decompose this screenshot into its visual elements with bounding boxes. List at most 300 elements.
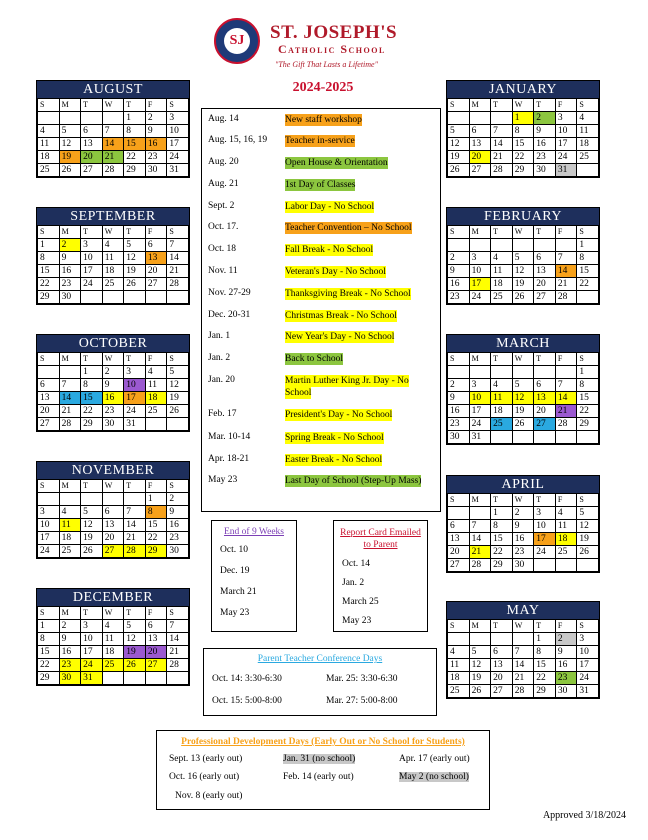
- day-cell: 5: [124, 239, 146, 252]
- day-of-week: T: [491, 620, 513, 633]
- empty-cell: [491, 633, 513, 646]
- day-cell: 23: [167, 532, 189, 545]
- empty-cell: [534, 559, 556, 572]
- day-cell: 29: [81, 418, 103, 431]
- day-cell: 28: [512, 685, 534, 698]
- day-cell: 7: [102, 125, 124, 138]
- event-name: New Year's Day - No School: [285, 332, 395, 342]
- day-cell: 21: [167, 646, 189, 659]
- day-of-week: F: [555, 99, 577, 112]
- day-cell: 19: [577, 533, 599, 546]
- day-cell: 25: [59, 545, 81, 558]
- empty-cell: [555, 239, 577, 252]
- eo9w-date: May 23: [220, 608, 250, 618]
- eo9w-date: Dec. 19: [220, 566, 250, 576]
- day-cell: 12: [512, 392, 534, 405]
- day-cell: 21: [491, 151, 513, 164]
- month-november: [36, 461, 190, 559]
- day-cell: 2: [59, 620, 81, 633]
- empty-cell: [577, 431, 599, 444]
- day-cell: 25: [38, 164, 60, 177]
- pd-day-item: Feb. 14 (early out): [283, 772, 354, 782]
- day-cell: 16: [448, 278, 470, 291]
- day-cell: 15: [124, 138, 146, 151]
- empty-cell: [59, 493, 81, 506]
- empty-cell: [491, 366, 513, 379]
- day-of-week: F: [555, 620, 577, 633]
- day-cell: 30: [167, 545, 189, 558]
- day-cell: 21: [555, 278, 577, 291]
- day-cell: 25: [448, 685, 470, 698]
- day-cell: 22: [577, 405, 599, 418]
- day-of-week: T: [81, 226, 103, 239]
- day-cell: 23: [555, 672, 577, 685]
- day-cell: 29: [577, 418, 599, 431]
- day-cell: 21: [59, 405, 81, 418]
- empty-cell: [124, 672, 146, 685]
- day-cell: 13: [145, 633, 167, 646]
- day-of-week: T: [81, 353, 103, 366]
- day-cell: 1: [124, 112, 146, 125]
- empty-cell: [145, 418, 167, 431]
- day-cell: 20: [534, 405, 556, 418]
- day-cell: 3: [469, 252, 491, 265]
- empty-cell: [81, 493, 103, 506]
- event-date: Dec. 20-31: [208, 310, 251, 320]
- day-cell: 11: [577, 125, 599, 138]
- day-of-week: T: [81, 480, 103, 493]
- event-date: May 23: [208, 475, 238, 485]
- day-cell: 30: [145, 164, 167, 177]
- day-cell: 13: [102, 519, 124, 532]
- day-cell: 29: [512, 164, 534, 177]
- day-cell: 21: [555, 405, 577, 418]
- day-cell: 16: [555, 659, 577, 672]
- day-of-week: S: [448, 99, 470, 112]
- day-cell: 25: [102, 278, 124, 291]
- day-cell: 27: [534, 418, 556, 431]
- day-cell: 31: [469, 431, 491, 444]
- day-cell: 16: [448, 405, 470, 418]
- day-cell: 17: [469, 405, 491, 418]
- day-cell: 12: [448, 138, 470, 151]
- day-cell: 16: [145, 138, 167, 151]
- event-name: Christmas Break - No School: [285, 311, 397, 321]
- day-cell: 8: [145, 506, 167, 519]
- day-cell: 31: [555, 164, 577, 177]
- day-cell: 11: [59, 519, 81, 532]
- empty-cell: [81, 112, 103, 125]
- day-cell: 1: [512, 112, 534, 125]
- day-cell: 28: [59, 418, 81, 431]
- day-of-week: S: [577, 226, 599, 239]
- event-name: President's Day - No School: [285, 410, 393, 420]
- empty-cell: [469, 112, 491, 125]
- event-date: Aug. 21: [208, 179, 239, 189]
- day-of-week: T: [491, 226, 513, 239]
- day-cell: 5: [512, 252, 534, 265]
- day-cell: 27: [145, 278, 167, 291]
- day-cell: 21: [124, 532, 146, 545]
- day-cell: 18: [145, 392, 167, 405]
- day-cell: 9: [448, 392, 470, 405]
- day-cell: 17: [124, 392, 146, 405]
- day-cell: 10: [534, 520, 556, 533]
- day-cell: 31: [81, 672, 103, 685]
- day-cell: 15: [534, 659, 556, 672]
- empty-cell: [534, 366, 556, 379]
- day-of-week: T: [491, 99, 513, 112]
- day-cell: 6: [534, 379, 556, 392]
- day-of-week: F: [145, 353, 167, 366]
- day-cell: 1: [491, 507, 513, 520]
- month-name: AUGUST: [37, 81, 189, 98]
- day-cell: 9: [555, 646, 577, 659]
- day-of-week: F: [555, 226, 577, 239]
- empty-cell: [534, 239, 556, 252]
- day-cell: 9: [448, 265, 470, 278]
- day-cell: 3: [81, 620, 103, 633]
- day-of-week: T: [124, 607, 146, 620]
- day-cell: 6: [534, 252, 556, 265]
- day-cell: 26: [81, 545, 103, 558]
- empty-cell: [491, 431, 513, 444]
- day-cell: 2: [167, 493, 189, 506]
- day-cell: 30: [59, 672, 81, 685]
- day-cell: 2: [512, 507, 534, 520]
- pd-day-item: Jan. 31 (no school): [283, 754, 356, 764]
- day-of-week: T: [534, 494, 556, 507]
- conference-title: Parent Teacher Conference Days: [257, 654, 383, 664]
- day-cell: 3: [38, 506, 60, 519]
- day-cell: 7: [167, 620, 189, 633]
- day-cell: 11: [102, 252, 124, 265]
- day-cell: 3: [167, 112, 189, 125]
- day-of-week: W: [512, 99, 534, 112]
- empty-cell: [555, 366, 577, 379]
- report-card-date: May 23: [342, 616, 372, 626]
- approved-note: Approved 3/18/2024: [542, 810, 626, 821]
- day-cell: 23: [59, 659, 81, 672]
- day-cell: 4: [555, 507, 577, 520]
- day-cell: 30: [534, 164, 556, 177]
- day-cell: 3: [555, 112, 577, 125]
- conference-item: Oct. 15: 5:00-8:00: [212, 696, 282, 706]
- day-cell: 5: [512, 379, 534, 392]
- day-cell: 13: [469, 138, 491, 151]
- day-of-week: S: [448, 620, 470, 633]
- day-cell: 19: [512, 405, 534, 418]
- day-cell: 22: [81, 405, 103, 418]
- empty-cell: [534, 431, 556, 444]
- day-cell: 15: [38, 646, 60, 659]
- day-cell: 23: [102, 405, 124, 418]
- day-cell: 28: [555, 291, 577, 304]
- day-of-week: S: [577, 494, 599, 507]
- day-cell: 9: [102, 379, 124, 392]
- day-cell: 9: [59, 633, 81, 646]
- day-of-week: F: [145, 99, 167, 112]
- day-cell: 21: [512, 672, 534, 685]
- day-cell: 11: [555, 520, 577, 533]
- empty-cell: [448, 507, 470, 520]
- day-cell: 24: [577, 672, 599, 685]
- day-cell: 17: [469, 278, 491, 291]
- month-october: [36, 334, 190, 432]
- event-date: Sept. 2: [208, 201, 235, 211]
- day-cell: 5: [124, 620, 146, 633]
- pd-days-title: Professional Development Days (Early Out or No School for Students): [181, 737, 465, 747]
- day-cell: 6: [102, 506, 124, 519]
- day-cell: 19: [448, 151, 470, 164]
- day-cell: 13: [491, 659, 513, 672]
- day-cell: 24: [469, 418, 491, 431]
- conference-item: Oct. 14: 3:30-6:30: [212, 674, 282, 684]
- day-cell: 30: [555, 685, 577, 698]
- pd-days-box: [156, 730, 490, 810]
- day-of-week: M: [59, 353, 81, 366]
- day-cell: 23: [448, 291, 470, 304]
- event-date: Nov. 11: [208, 266, 238, 276]
- day-cell: 28: [469, 559, 491, 572]
- day-of-week: M: [469, 226, 491, 239]
- day-cell: 30: [512, 559, 534, 572]
- day-cell: 11: [102, 633, 124, 646]
- day-of-week: T: [534, 353, 556, 366]
- conference-item: Mar. 25: 3:30-6:30: [326, 674, 398, 684]
- day-of-week: F: [555, 494, 577, 507]
- day-of-week: F: [145, 226, 167, 239]
- day-cell: 22: [38, 659, 60, 672]
- event-name: Fall Break - No School: [285, 245, 374, 255]
- event-name: Spring Break - No School: [285, 433, 384, 443]
- day-cell: 15: [512, 138, 534, 151]
- day-cell: 29: [38, 291, 60, 304]
- day-cell: 24: [81, 278, 103, 291]
- day-of-week: M: [469, 353, 491, 366]
- event-name: Thanksgiving Break - No School: [285, 289, 411, 299]
- eo9w-date: March 21: [220, 587, 257, 597]
- day-cell: 4: [491, 252, 513, 265]
- day-cell: 10: [81, 633, 103, 646]
- day-cell: 14: [555, 392, 577, 405]
- day-cell: 2: [59, 239, 81, 252]
- day-cell: 14: [59, 392, 81, 405]
- day-of-week: F: [555, 353, 577, 366]
- day-of-week: S: [577, 353, 599, 366]
- day-cell: 24: [534, 546, 556, 559]
- day-cell: 7: [59, 379, 81, 392]
- day-cell: 19: [59, 151, 81, 164]
- day-cell: 12: [469, 659, 491, 672]
- day-cell: 26: [167, 405, 189, 418]
- day-cell: 31: [167, 164, 189, 177]
- day-of-week: S: [448, 226, 470, 239]
- empty-cell: [555, 559, 577, 572]
- day-of-week: S: [167, 480, 189, 493]
- day-of-week: M: [469, 494, 491, 507]
- event-name: Labor Day - No School: [285, 202, 375, 212]
- day-cell: 7: [167, 239, 189, 252]
- day-cell: 8: [577, 379, 599, 392]
- event-name: 1st Day of Classes: [285, 180, 356, 190]
- day-of-week: T: [81, 607, 103, 620]
- day-cell: 6: [469, 125, 491, 138]
- day-cell: 13: [38, 392, 60, 405]
- day-of-week: S: [167, 353, 189, 366]
- conference-days-box: [203, 648, 437, 716]
- day-cell: 24: [81, 659, 103, 672]
- day-of-week: S: [448, 494, 470, 507]
- day-cell: 14: [512, 659, 534, 672]
- empty-cell: [102, 291, 124, 304]
- day-cell: 17: [167, 138, 189, 151]
- day-cell: 17: [81, 646, 103, 659]
- day-cell: 22: [534, 672, 556, 685]
- empty-cell: [555, 431, 577, 444]
- day-cell: 15: [491, 533, 513, 546]
- day-cell: 25: [577, 151, 599, 164]
- day-cell: 7: [555, 379, 577, 392]
- day-cell: 19: [124, 646, 146, 659]
- event-date: Jan. 20: [208, 375, 235, 385]
- day-of-week: F: [145, 480, 167, 493]
- event-date: Feb. 17: [208, 409, 237, 419]
- empty-cell: [38, 112, 60, 125]
- month-february: [446, 207, 600, 305]
- day-cell: 12: [512, 265, 534, 278]
- day-cell: 5: [59, 125, 81, 138]
- day-of-week: S: [167, 607, 189, 620]
- day-cell: 3: [124, 366, 146, 379]
- day-of-week: W: [102, 607, 124, 620]
- day-of-week: T: [491, 494, 513, 507]
- day-cell: 19: [124, 265, 146, 278]
- day-of-week: W: [512, 353, 534, 366]
- day-cell: 21: [102, 151, 124, 164]
- day-of-week: T: [124, 353, 146, 366]
- school-name: ST. JOSEPH'S: [270, 22, 398, 43]
- school-year-title: 2024-2025: [292, 80, 354, 95]
- day-cell: 4: [491, 379, 513, 392]
- day-cell: 23: [512, 546, 534, 559]
- conference-item: Mar. 27: 5:00-8:00: [326, 696, 398, 706]
- day-cell: 24: [38, 545, 60, 558]
- day-cell: 20: [145, 265, 167, 278]
- event-date: Mar. 10-14: [208, 432, 251, 442]
- day-cell: 14: [124, 519, 146, 532]
- empty-cell: [124, 493, 146, 506]
- empty-cell: [448, 633, 470, 646]
- day-cell: 1: [577, 366, 599, 379]
- day-cell: 17: [534, 533, 556, 546]
- event-name: Open House & Orientation: [285, 158, 388, 168]
- day-cell: 23: [145, 151, 167, 164]
- day-cell: 9: [59, 252, 81, 265]
- day-cell: 5: [81, 506, 103, 519]
- day-cell: 10: [555, 125, 577, 138]
- tagline: "The Gift That Lasts a Lifetime": [275, 60, 378, 69]
- day-cell: 15: [577, 392, 599, 405]
- day-cell: 10: [38, 519, 60, 532]
- day-cell: 29: [145, 545, 167, 558]
- day-cell: 18: [102, 265, 124, 278]
- day-cell: 27: [145, 659, 167, 672]
- day-cell: 4: [59, 506, 81, 519]
- event-date: Apr. 18-21: [208, 454, 250, 464]
- empty-cell: [448, 112, 470, 125]
- day-cell: 2: [448, 252, 470, 265]
- month-september: [36, 207, 190, 305]
- day-of-week: S: [448, 353, 470, 366]
- day-cell: 8: [491, 520, 513, 533]
- day-cell: 10: [81, 252, 103, 265]
- day-cell: 12: [81, 519, 103, 532]
- day-cell: 7: [512, 646, 534, 659]
- event-name: Back to School: [285, 354, 344, 364]
- day-of-week: T: [534, 226, 556, 239]
- day-cell: 1: [534, 633, 556, 646]
- day-cell: 17: [81, 265, 103, 278]
- day-cell: 25: [102, 659, 124, 672]
- day-cell: 20: [448, 546, 470, 559]
- day-cell: 24: [124, 405, 146, 418]
- day-cell: 31: [124, 418, 146, 431]
- empty-cell: [102, 493, 124, 506]
- day-cell: 18: [555, 533, 577, 546]
- empty-cell: [512, 431, 534, 444]
- day-cell: 3: [81, 239, 103, 252]
- day-cell: 2: [102, 366, 124, 379]
- event-name: Martin Luther King Jr. Day - No School: [285, 376, 409, 398]
- day-cell: 30: [102, 418, 124, 431]
- day-of-week: M: [59, 226, 81, 239]
- event-date: Aug. 14: [208, 114, 239, 124]
- empty-cell: [448, 239, 470, 252]
- day-cell: 30: [59, 291, 81, 304]
- day-cell: 20: [534, 278, 556, 291]
- day-cell: 16: [59, 265, 81, 278]
- empty-cell: [469, 239, 491, 252]
- day-cell: 10: [167, 125, 189, 138]
- day-of-week: W: [102, 99, 124, 112]
- empty-cell: [512, 633, 534, 646]
- day-cell: 9: [145, 125, 167, 138]
- day-cell: 11: [491, 392, 513, 405]
- month-may: [446, 601, 600, 699]
- day-cell: 14: [167, 633, 189, 646]
- day-cell: 27: [81, 164, 103, 177]
- month-name: MAY: [447, 602, 599, 619]
- month-name: SEPTEMBER: [37, 208, 189, 225]
- day-cell: 9: [534, 125, 556, 138]
- empty-cell: [102, 672, 124, 685]
- day-cell: 16: [102, 392, 124, 405]
- day-cell: 7: [124, 506, 146, 519]
- day-of-week: W: [512, 620, 534, 633]
- day-cell: 16: [167, 519, 189, 532]
- day-cell: 18: [577, 138, 599, 151]
- day-of-week: W: [102, 353, 124, 366]
- day-cell: 17: [577, 659, 599, 672]
- day-cell: 30: [448, 431, 470, 444]
- empty-cell: [469, 366, 491, 379]
- empty-cell: [491, 112, 513, 125]
- day-cell: 11: [38, 138, 60, 151]
- day-cell: 22: [124, 151, 146, 164]
- day-cell: 10: [469, 392, 491, 405]
- month-name: JANUARY: [447, 81, 599, 98]
